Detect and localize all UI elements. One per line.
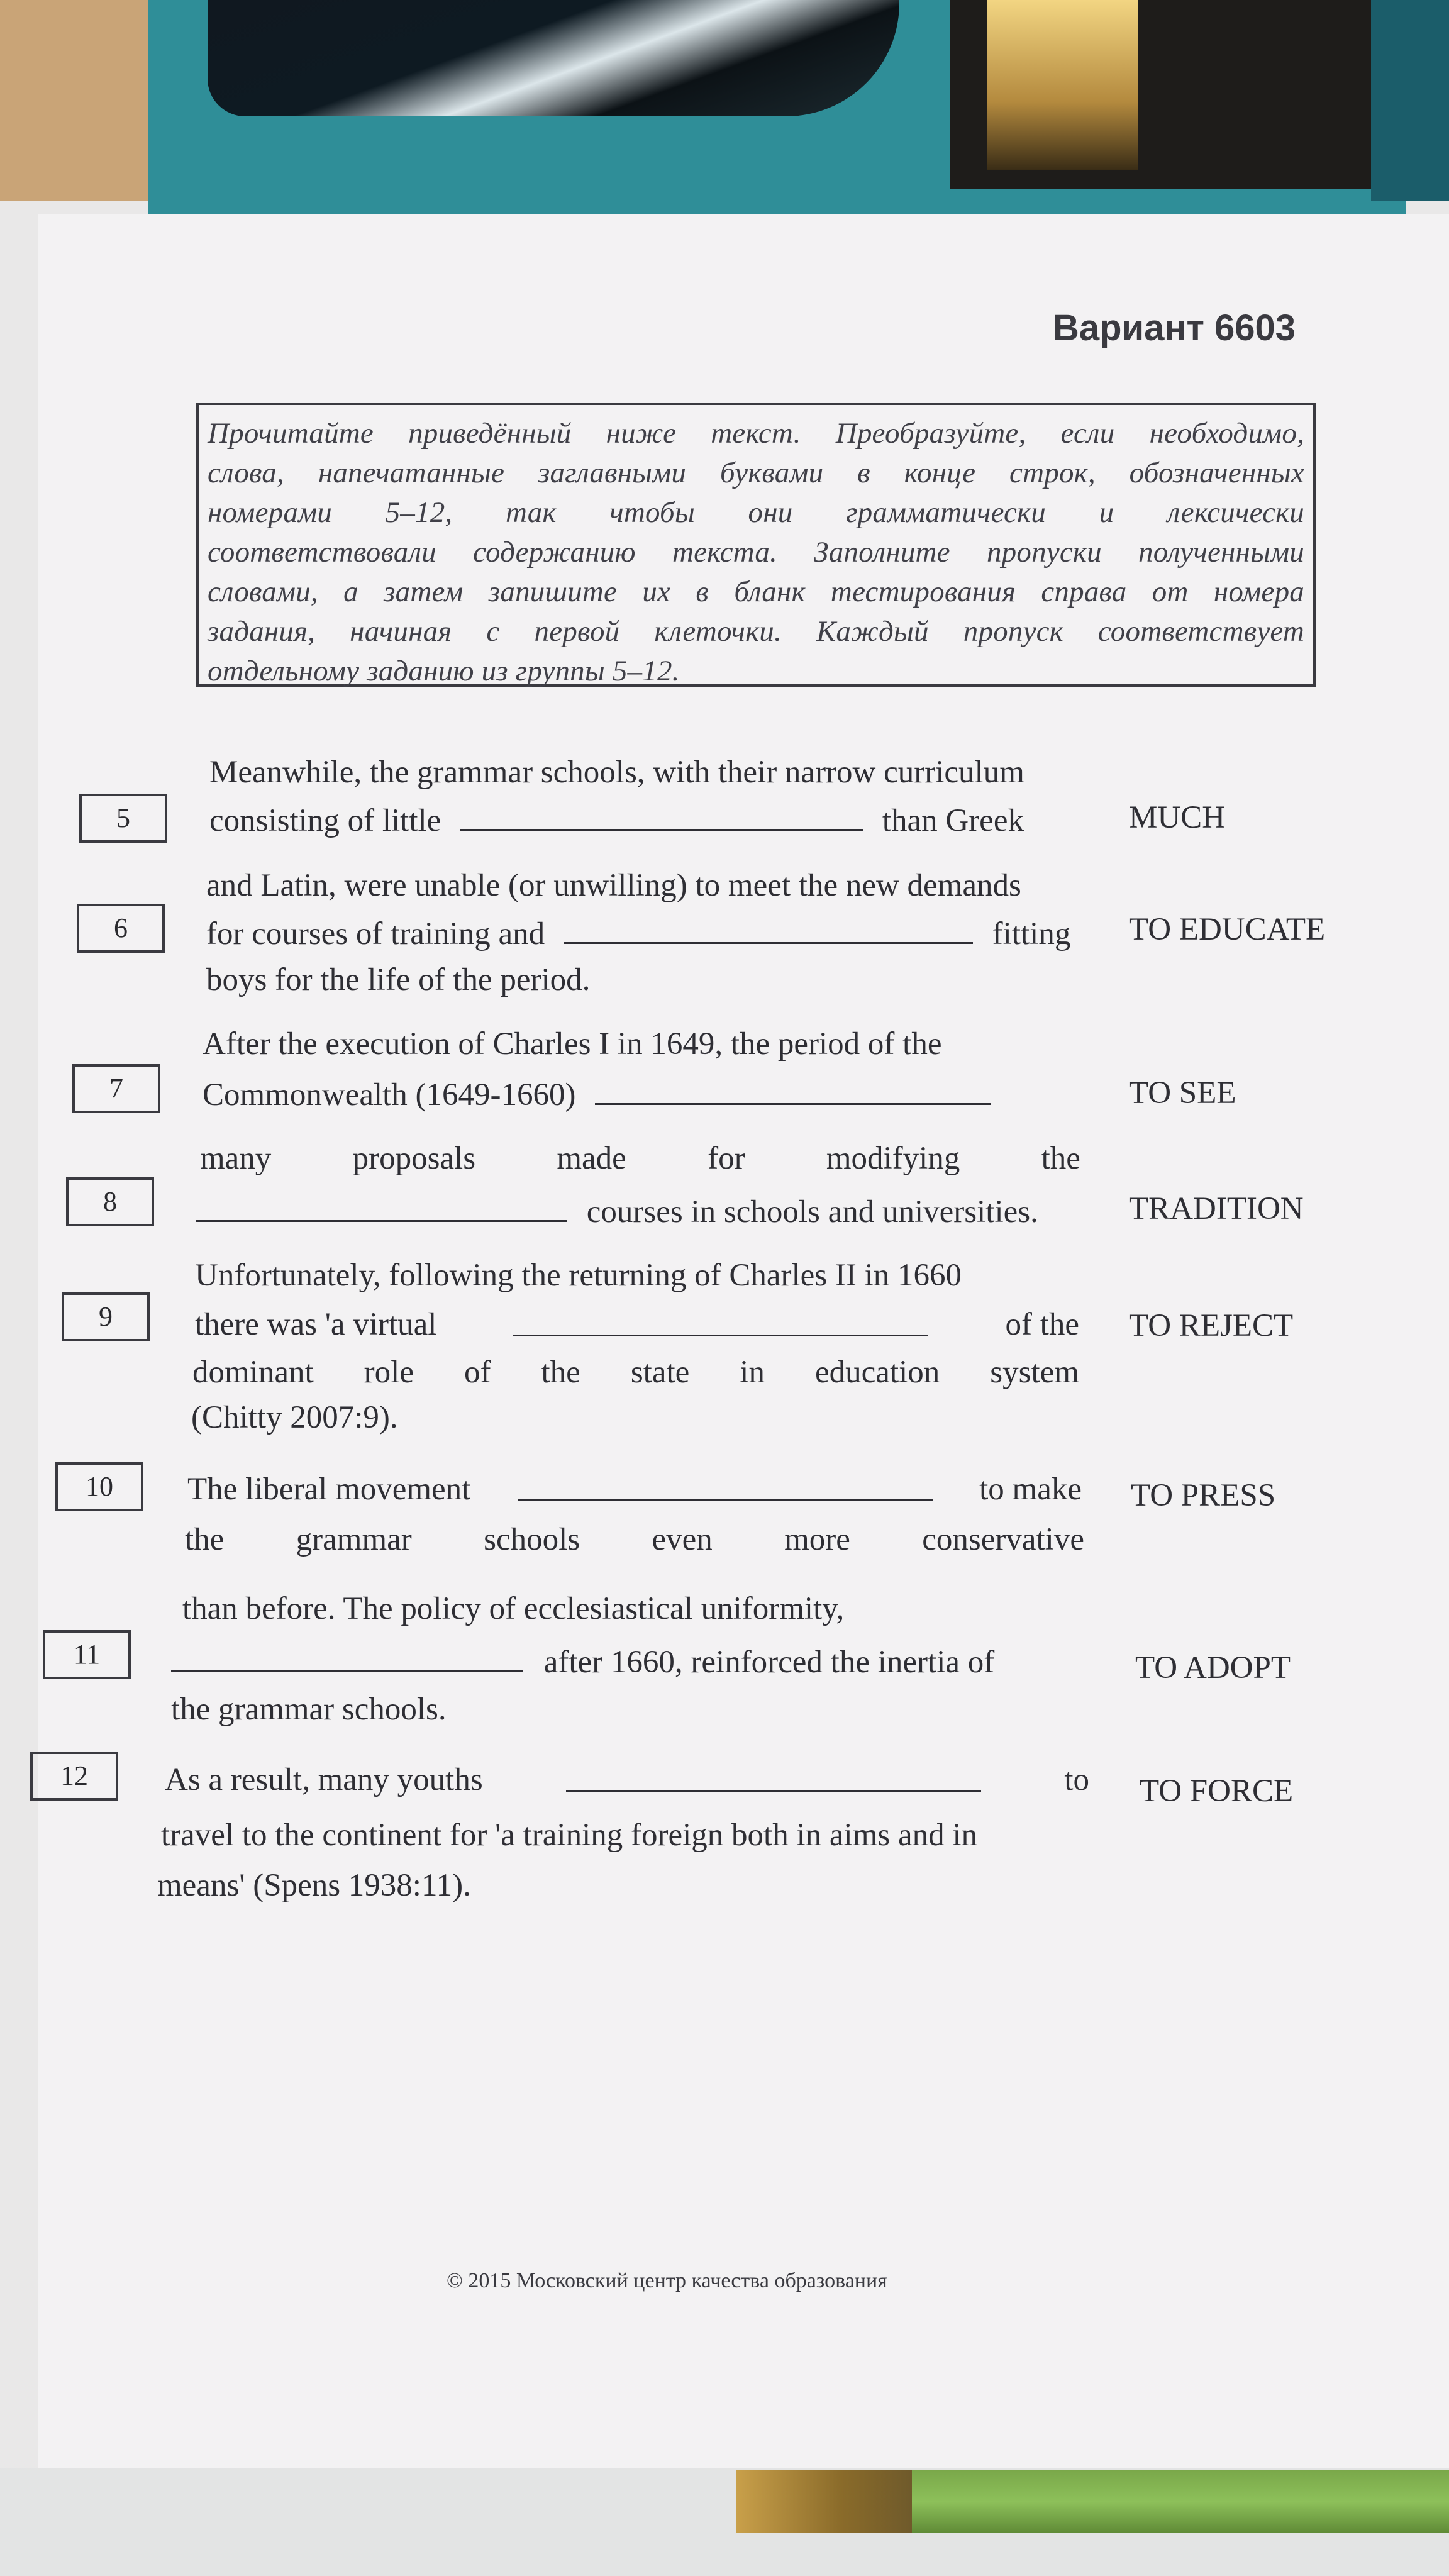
task-11-text-after: after 1660, reinforced the inertia of xyxy=(543,1645,995,1680)
instruction-box xyxy=(196,402,1316,687)
task-8-line-1 xyxy=(200,1140,1080,1177)
task-number-11: 11 xyxy=(43,1630,131,1679)
task-12-key-word: TO FORCE xyxy=(1140,1774,1294,1809)
task-number-8: 8 xyxy=(66,1177,154,1226)
task-8-word: modifying xyxy=(826,1141,960,1176)
task-9-text-before: there was 'a virtual xyxy=(195,1307,437,1342)
task-5-text-before: consisting of little xyxy=(209,803,441,838)
task-11-key-word: TO ADOPT xyxy=(1135,1650,1291,1685)
book-cover-tower xyxy=(987,0,1138,170)
task-9-line-4: (Chitty 2007:9). xyxy=(191,1400,398,1435)
task-9-line-2 xyxy=(195,1306,1079,1343)
instruction-line: задания, начиная с первой клеточки. Каждый пропуск соответствует xyxy=(208,615,1304,648)
task-9-word: state xyxy=(630,1355,690,1390)
variant-title: Вариант 6603 xyxy=(1052,308,1296,348)
instruction-line: отдельному заданию из группы 5–12. xyxy=(208,655,680,687)
task-11-line-2 xyxy=(171,1641,994,1681)
instruction-line: соответствовали содержанию текста. Заполните пропуски полученными xyxy=(208,536,1304,569)
task-5-text-after: than Greek xyxy=(882,803,1024,838)
task-number-9: 9 xyxy=(62,1292,150,1341)
instruction-line: словами, а затем запишите их в бланк тестирования справа от номера xyxy=(208,575,1304,608)
book-cover-illustration xyxy=(208,0,899,116)
task-10-line-2 xyxy=(185,1521,1084,1558)
answer-blank-7[interactable] xyxy=(595,1074,991,1105)
task-8-key-word: TRADITION xyxy=(1129,1191,1304,1226)
task-9-word: in xyxy=(740,1355,765,1390)
task-8-word: many xyxy=(200,1141,272,1176)
task-7-line-2 xyxy=(203,1074,991,1114)
task-12-line-1 xyxy=(165,1761,1089,1799)
task-9-word: system xyxy=(990,1355,1079,1390)
task-10-word: grammar xyxy=(296,1522,412,1557)
book-spine xyxy=(1371,0,1449,201)
task-10-word: more xyxy=(784,1522,850,1557)
instruction-line: номерами 5–12, так чтобы они грамматически и лексически xyxy=(208,496,1304,529)
task-9-word: of xyxy=(464,1355,491,1390)
answer-blank-8[interactable] xyxy=(196,1191,567,1222)
task-11-line-1: than before. The policy of ecclesiastical uniformity, xyxy=(182,1591,845,1626)
task-9-word: role xyxy=(364,1355,414,1390)
task-6-line-1: and Latin, were unable (or unwilling) to meet the new demands xyxy=(206,868,1021,903)
task-6-line-3: boys for the life of the period. xyxy=(206,962,591,997)
task-7-text-before: Commonwealth (1649-1660) xyxy=(203,1077,576,1113)
task-8-word: made xyxy=(557,1141,626,1176)
task-8-word: proposals xyxy=(352,1141,476,1176)
task-8-line-2 xyxy=(196,1191,1038,1231)
pencil-end xyxy=(736,2470,912,2533)
task-5-line-1: Meanwhile, the grammar schools, with their narrow curriculum xyxy=(209,755,1024,790)
task-5-key-word: MUCH xyxy=(1129,800,1226,835)
task-12-text-after: to xyxy=(1064,1762,1089,1797)
task-10-text-after: to make xyxy=(979,1472,1082,1507)
task-9-line-3 xyxy=(192,1353,1079,1391)
task-8-word: the xyxy=(1041,1141,1080,1176)
task-number-10: 10 xyxy=(55,1462,143,1511)
task-12-line-3: means' (Spens 1938:11). xyxy=(157,1868,471,1903)
task-9-word: education xyxy=(814,1355,940,1390)
instruction-line: слова, напечатанные заглавными буквами в конце строк, обозначенных xyxy=(208,457,1304,489)
task-10-key-word: TO PRESS xyxy=(1131,1478,1276,1513)
task-10-word: schools xyxy=(484,1522,580,1557)
task-11-line-3: the grammar schools. xyxy=(171,1692,447,1727)
task-number-7: 7 xyxy=(72,1064,160,1113)
answer-blank-5[interactable] xyxy=(460,800,863,831)
answer-blank-12[interactable] xyxy=(566,1761,981,1792)
answer-blank-11[interactable] xyxy=(171,1641,523,1672)
instruction-line: Прочитайте приведённый ниже текст. Преобразуйте, если необходимо, xyxy=(208,417,1304,450)
task-10-text-before: The liberal movement xyxy=(187,1472,471,1507)
task-9-key-word: TO REJECT xyxy=(1129,1308,1294,1343)
task-10-word: even xyxy=(652,1522,713,1557)
task-10-word: the xyxy=(185,1522,225,1557)
task-7-line-1: After the execution of Charles I in 1649, the period of the xyxy=(203,1026,942,1062)
task-10-word: conservative xyxy=(922,1522,1084,1557)
task-6-line-2 xyxy=(206,913,1070,953)
task-9-text-after: of the xyxy=(1005,1307,1079,1342)
answer-blank-10[interactable] xyxy=(518,1470,933,1501)
task-9-word: the xyxy=(541,1355,580,1390)
copyright-footer: © 2015 Московский центр качества образования xyxy=(447,2269,887,2292)
task-9-word: dominant xyxy=(192,1355,314,1390)
task-6-text-before: for courses of training and xyxy=(206,916,545,952)
task-10-line-1 xyxy=(187,1470,1082,1508)
task-8-text-after: courses in schools and universities. xyxy=(586,1194,1038,1230)
task-12-text-before: As a result, many youths xyxy=(165,1762,483,1797)
answer-blank-6[interactable] xyxy=(564,913,973,944)
task-7-key-word: TO SEE xyxy=(1129,1075,1236,1111)
task-6-text-after: fitting xyxy=(992,916,1071,952)
task-number-6: 6 xyxy=(77,904,165,953)
task-number-12: 12 xyxy=(30,1752,118,1801)
task-9-line-1: Unfortunately, following the returning of Charles II in 1660 xyxy=(195,1258,962,1293)
task-6-key-word: TO EDUCATE xyxy=(1129,912,1326,947)
task-8-word: for xyxy=(708,1141,745,1176)
task-number-5: 5 xyxy=(79,794,167,843)
task-12-line-2: travel to the continent for 'a training foreign both in aims and in xyxy=(161,1818,978,1853)
answer-blank-9[interactable] xyxy=(513,1306,928,1336)
task-5-line-2 xyxy=(209,800,1024,840)
